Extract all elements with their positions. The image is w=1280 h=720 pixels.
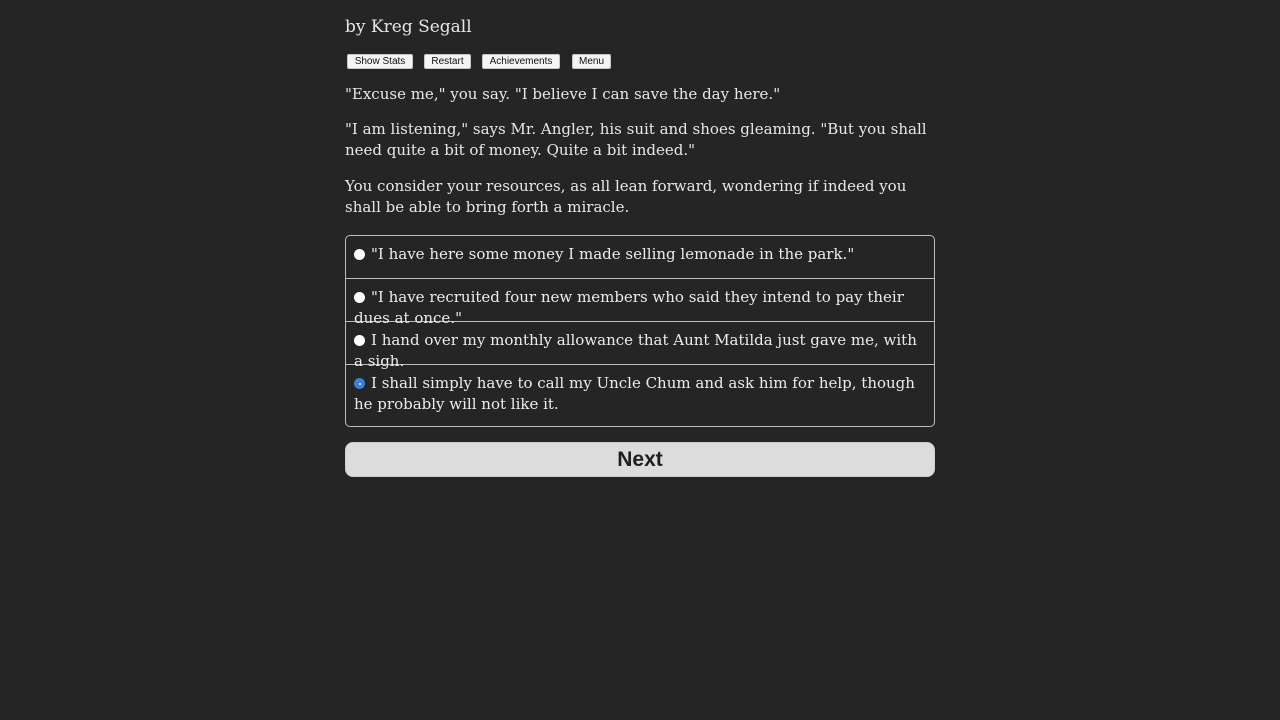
radio-button[interactable] (354, 292, 365, 303)
show-stats-button[interactable]: Show Stats (347, 54, 413, 69)
choice-label: I shall simply have to call my Uncle Chum and ask him for help, though he probably will not like it. (354, 374, 915, 413)
author-byline: by Kreg Segall (345, 17, 472, 37)
story-paragraph: "I am listening," says Mr. Angler, his suit and shoes gleaming. "But you shall need quite a bit of money. Quite a bit indeed." (345, 120, 927, 159)
story-paragraph: "Excuse me," you say. "I believe I can save the day here." (345, 85, 781, 103)
choice-list (345, 235, 935, 427)
choice-option[interactable] (346, 279, 934, 327)
menu-button[interactable]: Menu (572, 54, 611, 69)
next-button[interactable]: Next (345, 442, 935, 477)
story-paragraph: You consider your resources, as all lean forward, wondering if indeed you shall be able to bring forth a miracle. (345, 177, 907, 216)
choice-label: "I have here some money I made selling lemonade in the park." (371, 245, 855, 263)
choice-option[interactable] (346, 365, 934, 427)
restart-button[interactable]: Restart (424, 54, 471, 69)
choice-label: I hand over my monthly allowance that Aunt Matilda just gave me, with a sigh. (354, 331, 917, 370)
radio-button-selected[interactable] (354, 378, 365, 389)
radio-button[interactable] (354, 249, 365, 260)
choice-label: "I have recruited four new members who said they intend to pay their dues at once." (354, 288, 904, 327)
achievements-button[interactable]: Achievements (482, 54, 560, 69)
choice-option[interactable] (346, 236, 934, 279)
toolbar (347, 54, 611, 69)
radio-button[interactable] (354, 335, 365, 346)
